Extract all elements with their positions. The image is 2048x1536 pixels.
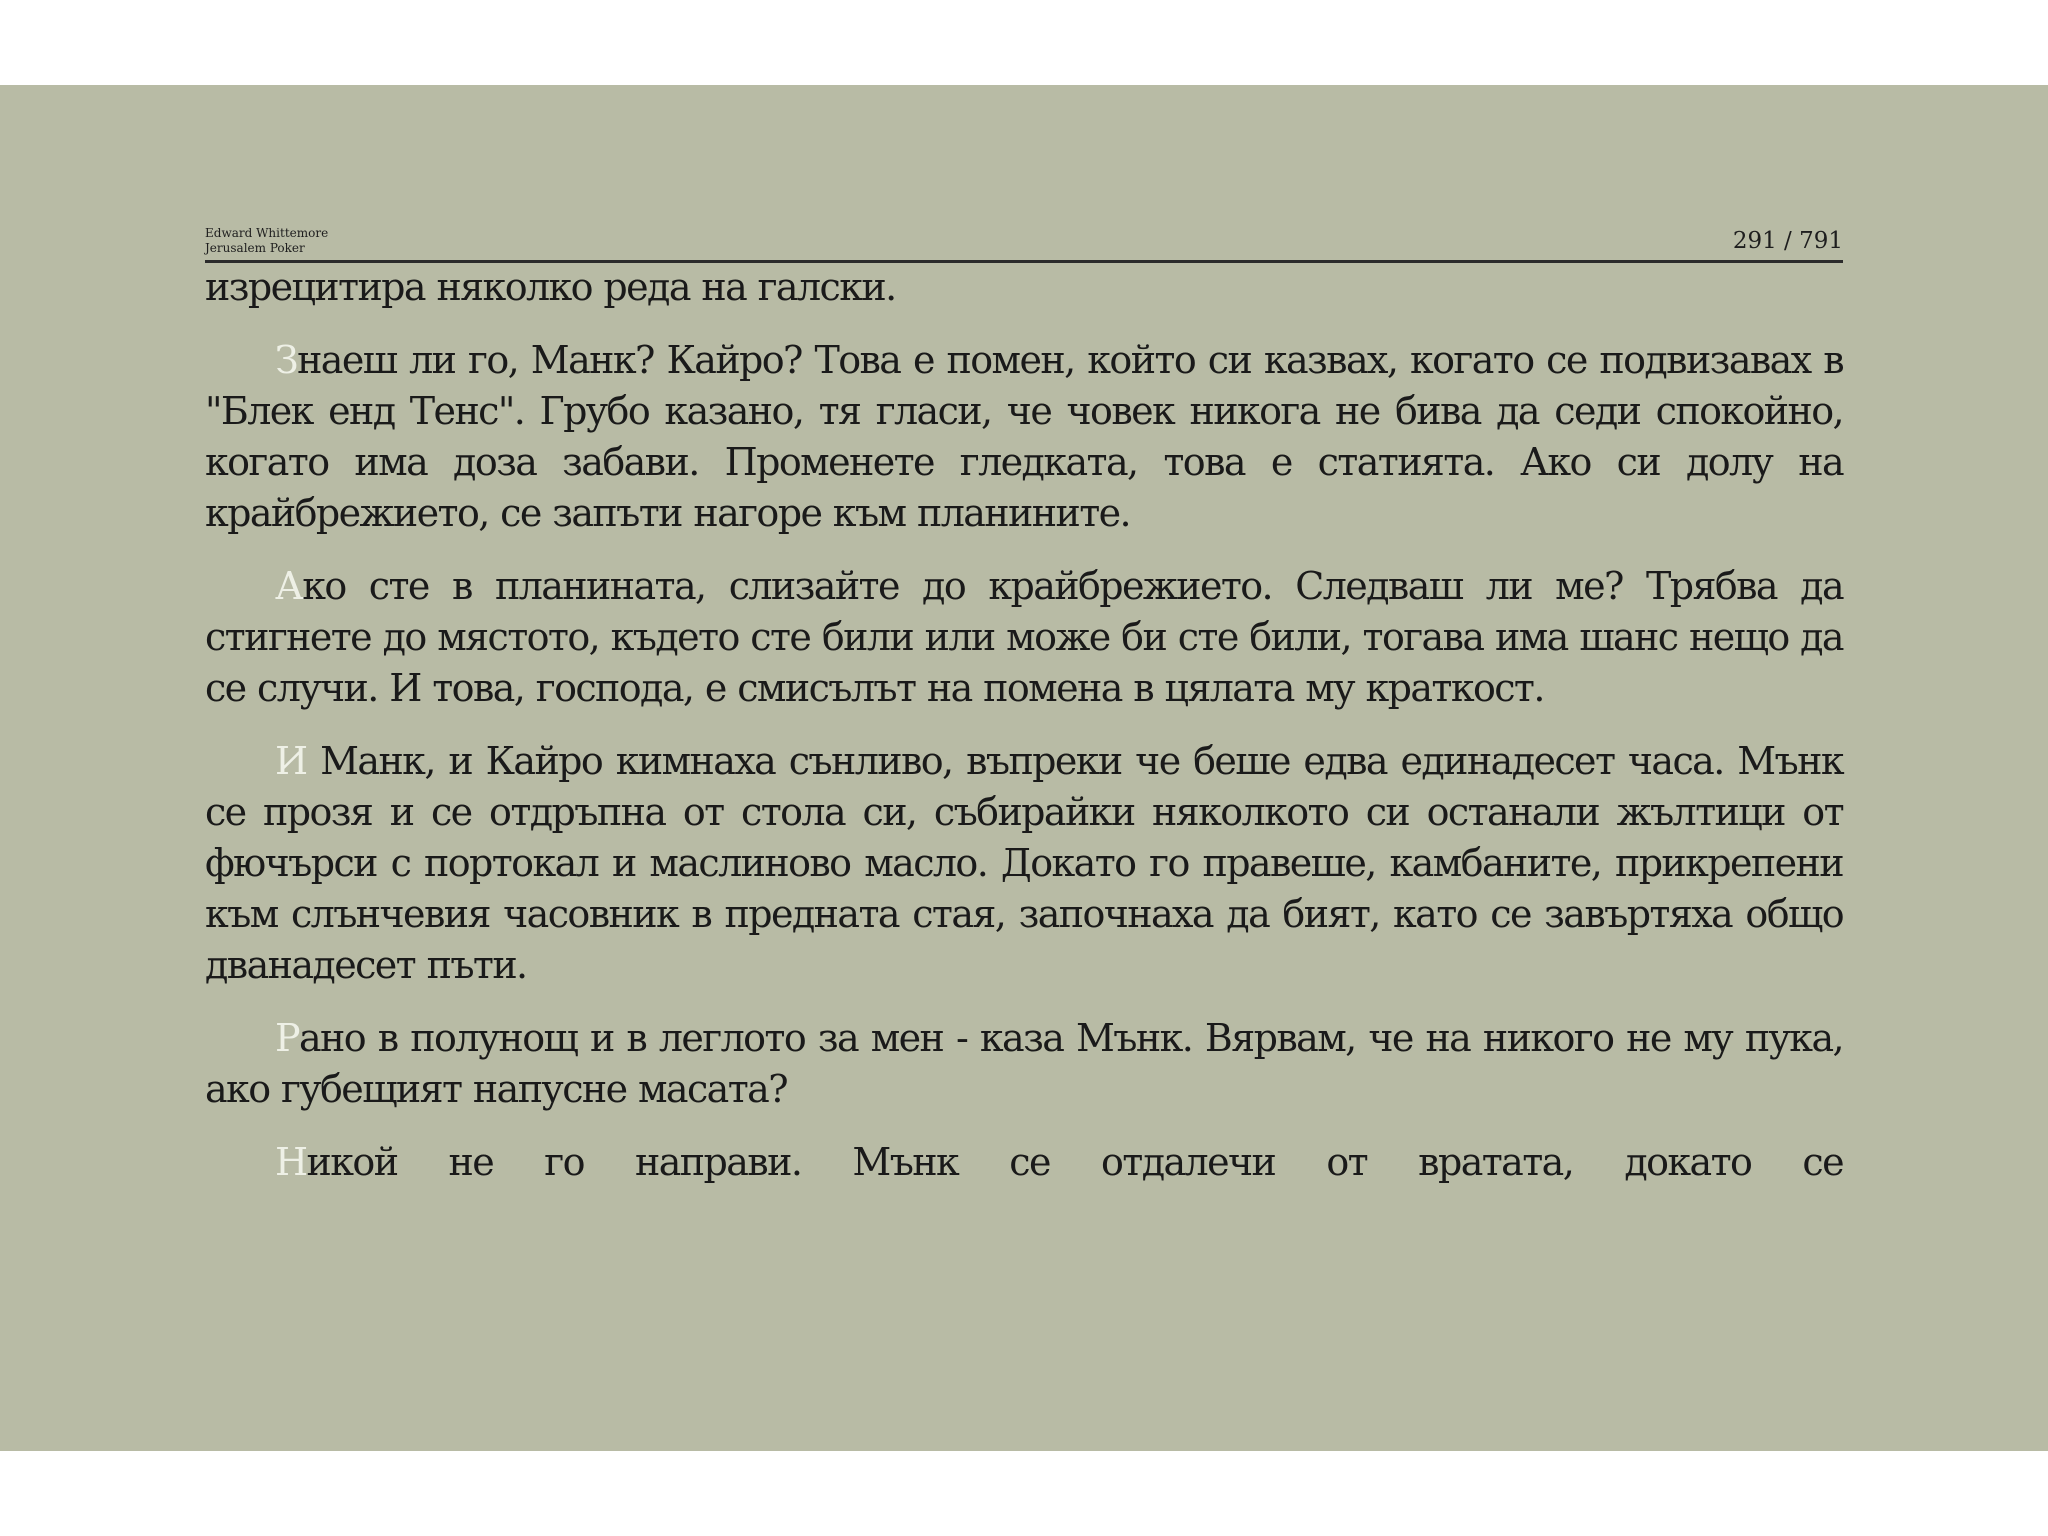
paragraph [205,335,1843,539]
drop-letter: И [275,739,307,783]
paragraph-text: изрецитира няколко реда на галски. [205,265,896,309]
paragraph-text: Манк, и Кайро кимнаха сънливо, въпреки че беше едва единадесет часа. Мънк се прозя и се отдръпна от стола си, събирайки няколкото си останали жълтици от фючърси с портокал и маслиново масло. Докато го правеше, камбаните, прикрепени към слънчевия часовник в предната стая, започнаха да бият, като се завъртяха общо дванадесет пъти. [205,739,1843,987]
paragraph [205,736,1843,991]
drop-letter: З [275,338,298,382]
book-text [205,262,1843,1210]
drop-letter: Н [275,1140,307,1184]
paragraph [205,1013,1843,1115]
paragraph [205,561,1843,714]
drop-letter: А [275,564,303,608]
book-title: Jerusalem Poker [205,241,305,255]
author-name: Edward Whittemore [205,226,329,240]
paragraph-text: ано в полунощ и в леглото за мен - каза Мънк. Вярвам, че на никого не му пука, ако губещият напусне масата? [205,1016,1843,1111]
drop-letter: Р [275,1016,299,1060]
paragraph-text: наеш ли го, Манк? Кайро? Това е помен, който си казвах, когато се подвизавах в "Блек енд Тенс". Грубо казано, тя гласи, че човек никога не бива да седи спокойно, когато има доза забави. Променете гледката, това е статията. Ако си долу на крайбрежието, се запъти нагоре към планините. [205,338,1843,535]
paragraph-text: ко сте в планината, слизайте до крайбрежието. Следваш ли ме? Трябва да стигнете до мястото, където сте били или може би сте били, тогава има шанс нещо да се случи. И това, господа, е смисълът на помена в цялата му краткост. [205,564,1843,710]
paragraph-text: икой не го направи. Мънк се отдалечи от вратата, докато се [306,1140,1843,1184]
book-meta [205,226,328,256]
page-header [205,135,1843,263]
paragraph [205,262,1843,313]
paragraph [205,1137,1843,1188]
page-indicator: 291 / 791 [1732,228,1843,254]
